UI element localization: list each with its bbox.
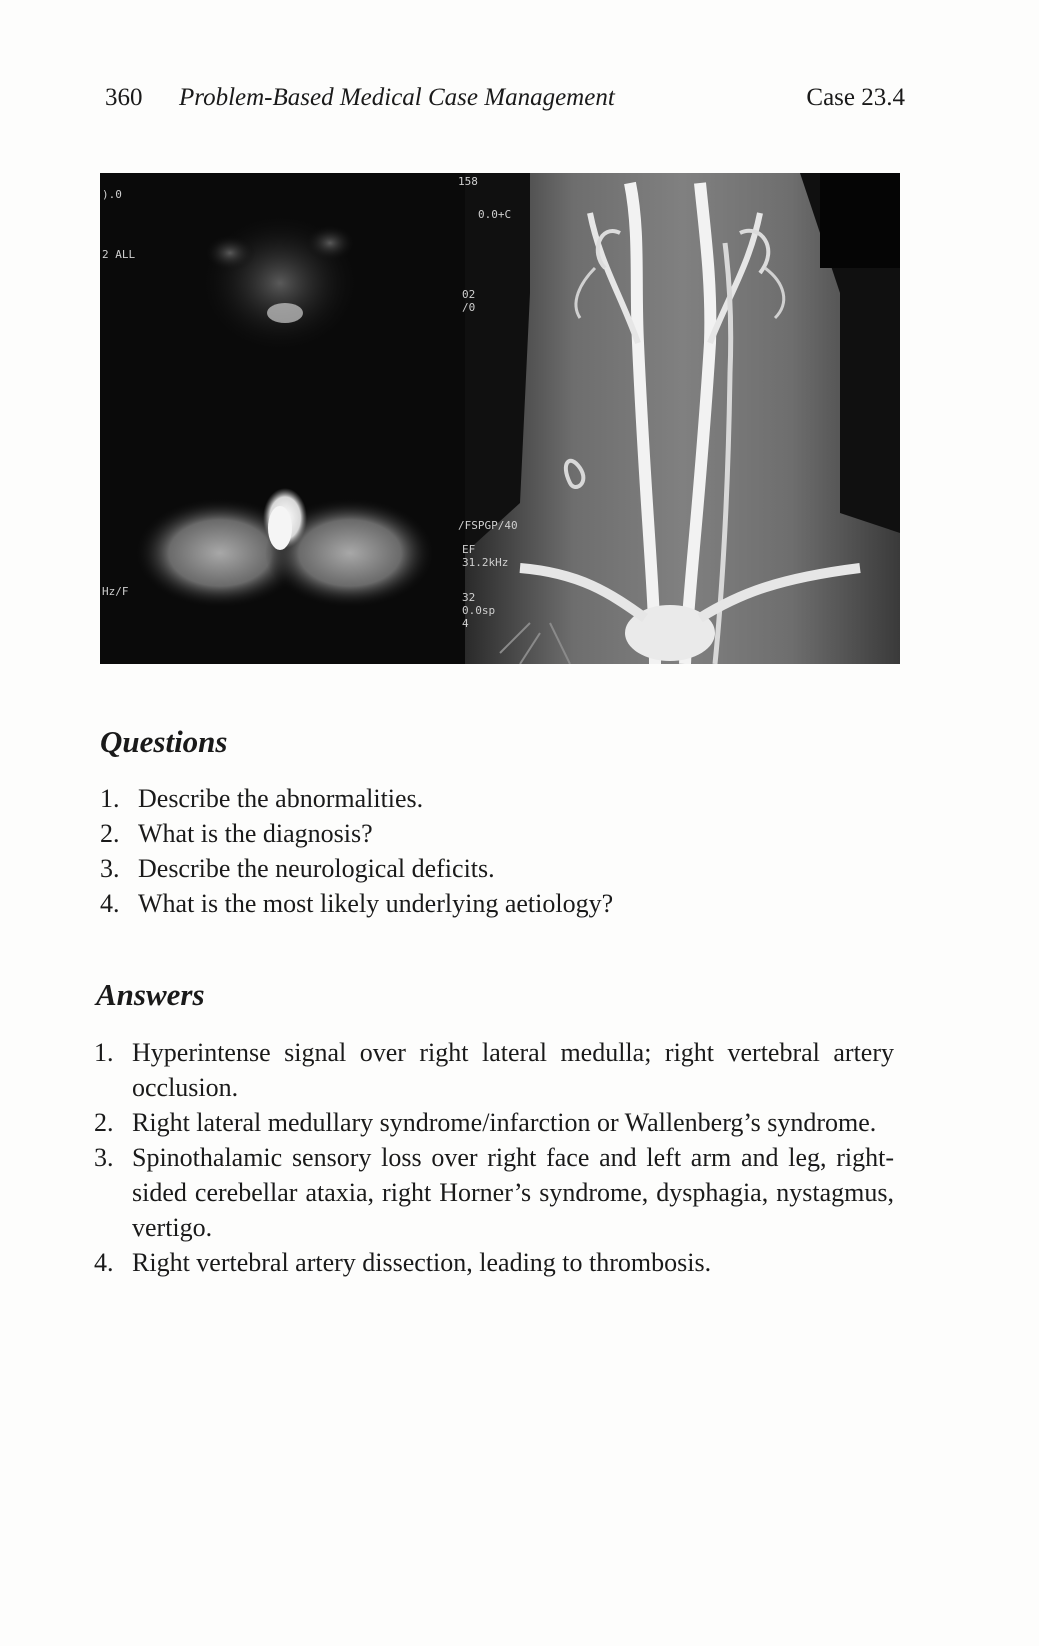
question-item [100, 816, 900, 851]
question-number: 1. [100, 784, 120, 813]
mri-label-right-3: 02 [462, 288, 476, 301]
mri-label-left-1: ).0 [102, 188, 122, 201]
answer-text: Right vertebral artery dissection, leading to thrombosis. [132, 1248, 712, 1277]
questions-list [100, 781, 900, 921]
question-number: 3. [100, 854, 120, 883]
question-item [100, 886, 900, 921]
answer-number: 1. [94, 1038, 114, 1067]
answer-item [94, 1140, 894, 1245]
question-text: Describe the neurological deficits. [138, 854, 495, 883]
question-number: 2. [100, 819, 120, 848]
mri-label-right-6: EF [462, 543, 476, 556]
case-label: Case 23.4 [806, 84, 905, 111]
answer-text: Hyperintense signal over right lateral medulla; right vertebral artery occlusion. [132, 1038, 894, 1102]
answer-text: Right lateral medullary syndrome/infarction or Wallenberg’s syndrome. [132, 1108, 877, 1137]
answers-list [94, 1035, 894, 1280]
mri-label-left-2: 2 ALL [102, 248, 136, 261]
mri-figure-graphic [100, 173, 900, 664]
mri-label-right-7: 31.2kHz [462, 556, 509, 569]
mri-label-right-8: 32 [462, 591, 476, 604]
answer-text: Spinothalamic sensory loss over right face and left arm and leg, right-sided cerebellar ataxia, right Horner’s syndrome, dysphagia, nystagmus, vertigo. [132, 1143, 894, 1242]
mri-label-right-4: /0 [462, 301, 476, 314]
mri-label-right-5: /FSPGP/40 [458, 519, 518, 532]
mri-label-right-2: 0.0+C [478, 208, 512, 221]
questions-heading: Questions [100, 724, 228, 759]
question-number: 4. [100, 889, 120, 918]
answer-number: 4. [94, 1248, 114, 1277]
question-text: Describe the abnormalities. [138, 784, 424, 813]
left-mri-panel [100, 173, 465, 664]
mri-label-left-3: Hz/F [102, 585, 129, 598]
mri-label-right-1: 158 [458, 175, 478, 188]
question-item [100, 851, 900, 886]
question-text: What is the diagnosis? [138, 819, 373, 848]
mri-label-right-9: 0.0sp [462, 604, 496, 617]
answer-number: 2. [94, 1108, 114, 1137]
answer-item [94, 1245, 894, 1280]
question-text: What is the most likely underlying aetiology? [138, 889, 614, 918]
mri-figure [100, 173, 900, 664]
answers-heading: Answers [96, 977, 205, 1012]
answer-number: 3. [94, 1143, 114, 1172]
mri-label-right-10: 4 [462, 617, 469, 630]
page-number: 360 [105, 84, 143, 111]
answer-item [94, 1035, 894, 1105]
question-item [100, 781, 900, 816]
answer-item [94, 1105, 894, 1140]
running-header [105, 84, 905, 124]
book-title: Problem-Based Medical Case Management [179, 84, 615, 111]
right-mra-panel [465, 173, 900, 664]
